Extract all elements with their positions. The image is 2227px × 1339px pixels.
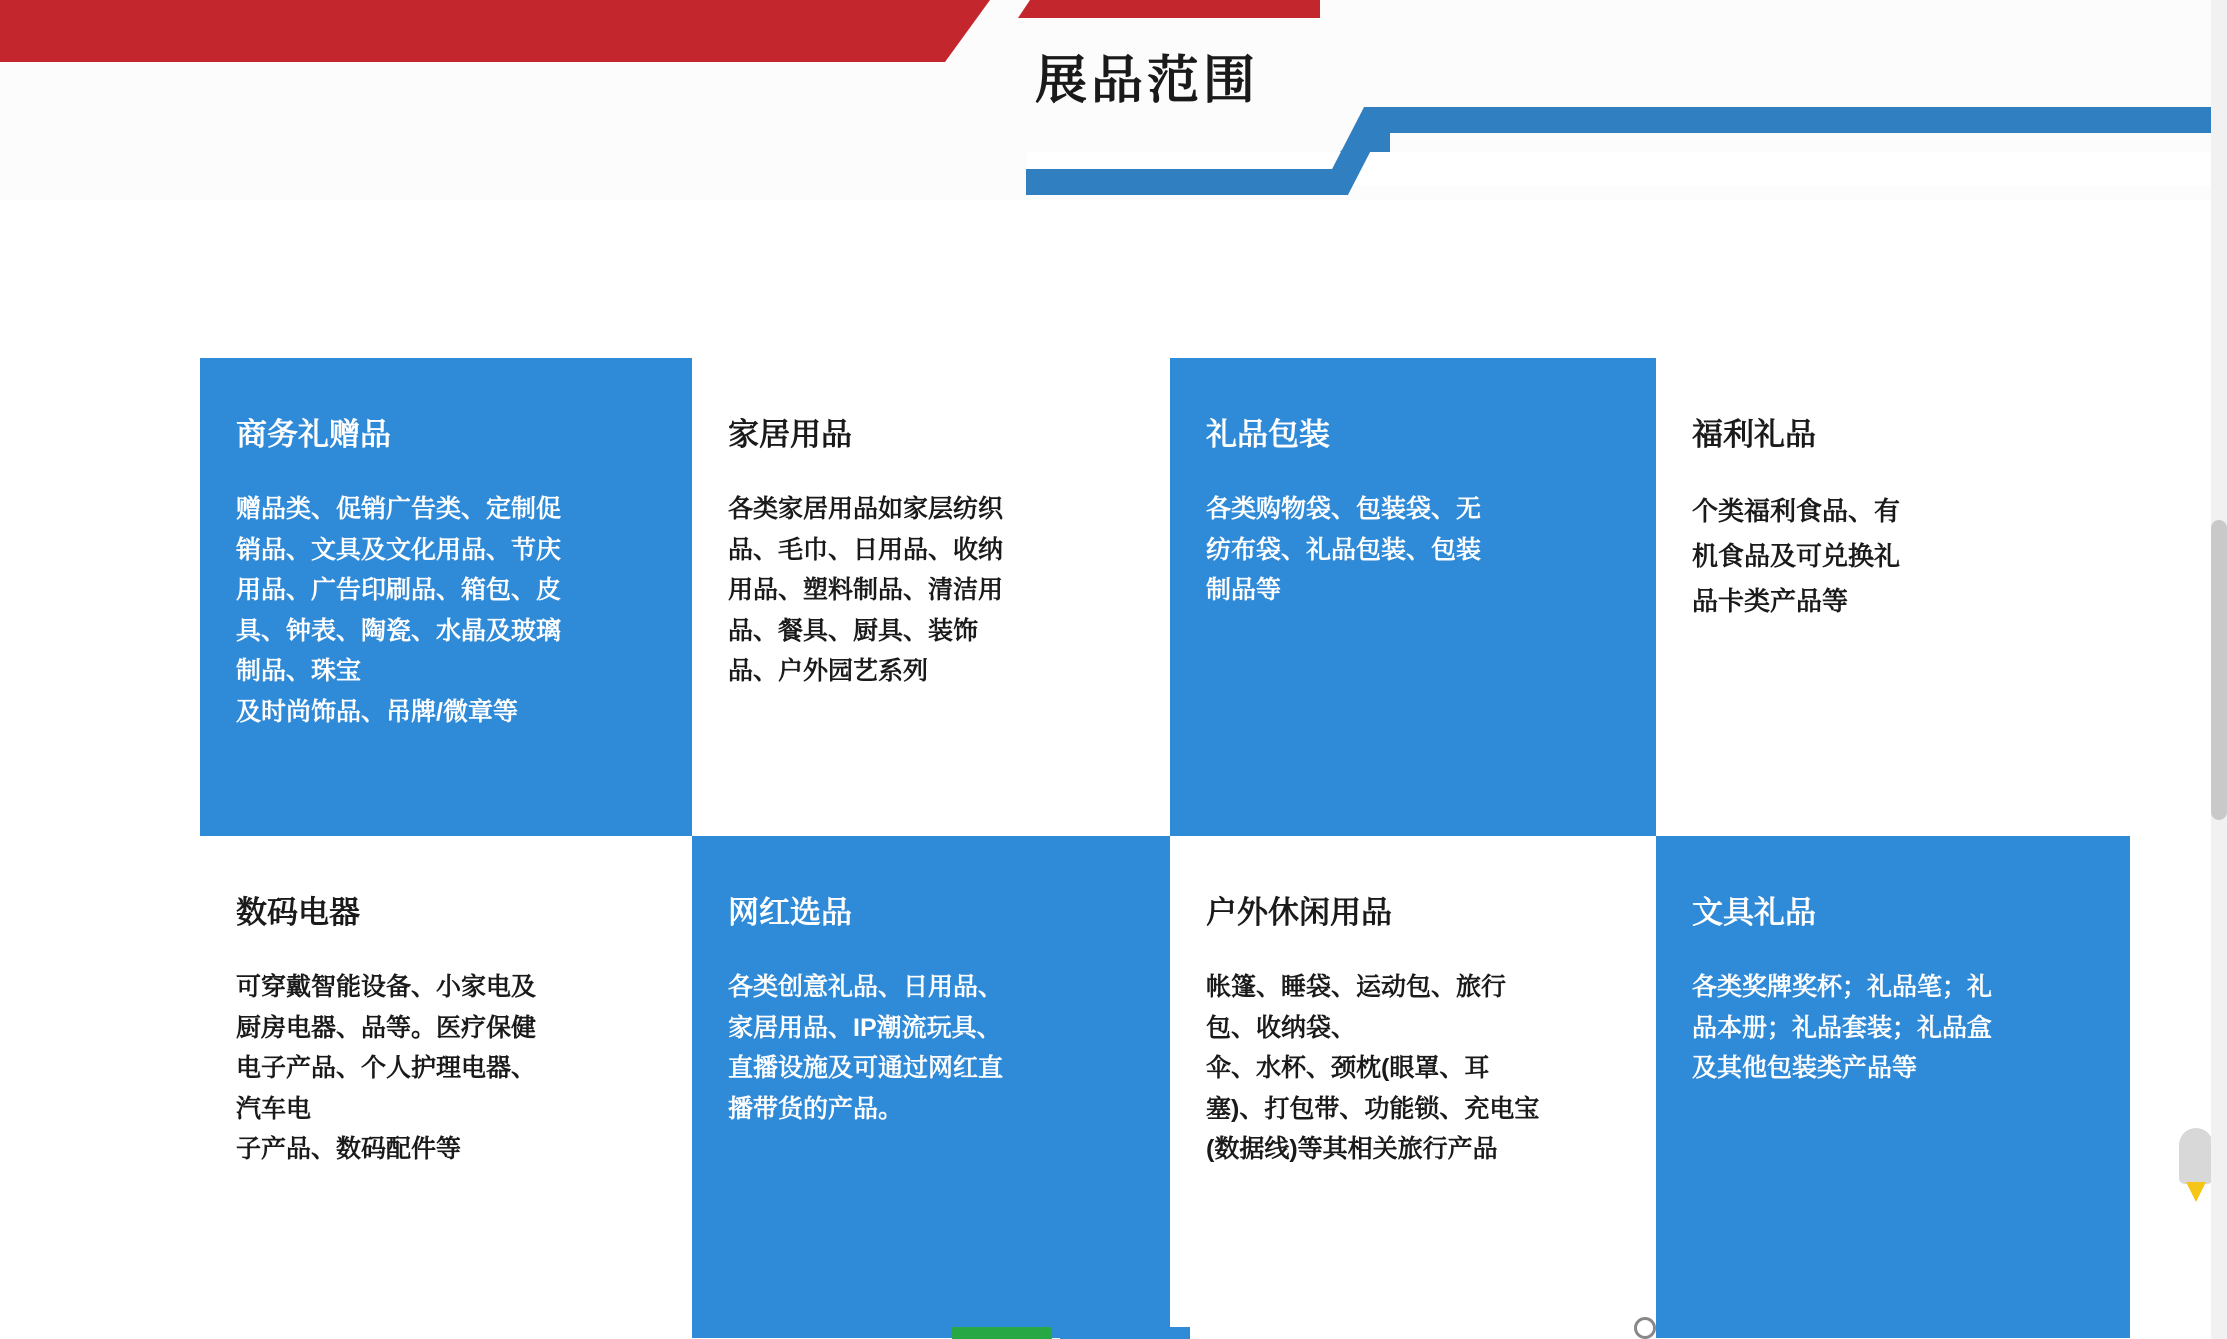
card-line: 纺布袋、礼品包装、包装 <box>1206 535 1482 564</box>
card-description <box>236 967 656 1170</box>
category-card-welfare-gifts[interactable] <box>1656 358 2130 836</box>
card-line: 各类家居用品如家层纺织 <box>728 495 1004 524</box>
category-card-gift-packaging[interactable] <box>1170 358 1656 836</box>
header-banner <box>0 0 2227 200</box>
card-title: 福利礼品 <box>1692 417 1816 452</box>
card-description <box>1692 489 2094 623</box>
category-card-stationery-gifts[interactable] <box>1656 836 2130 1338</box>
card-title: 户外休闲用品 <box>1206 895 1392 930</box>
card-line: 直播设施及可通过网红直 <box>728 1054 1004 1083</box>
card-line: 帐篷、睡袋、运动包、旅行 <box>1206 973 1507 1002</box>
card-line: 子产品、数码配件等 <box>236 1135 462 1164</box>
card-line: 机食品及可兑换礼 <box>1692 540 1901 571</box>
card-line: 各类奖牌奖杯；礼品笔；礼 <box>1692 973 1993 1002</box>
card-line: 汽车电 <box>236 1094 312 1123</box>
card-line: 塞)、打包带、功能锁、充电宝 <box>1206 1094 1540 1123</box>
card-line: 品本册；礼品套装；礼品盒 <box>1692 1013 1993 1042</box>
card-description <box>728 489 1134 692</box>
card-line: 播带货的产品。 <box>728 1094 904 1123</box>
card-line: 各类购物袋、包装袋、无 <box>1206 495 1482 524</box>
rocket-body-shape <box>2179 1128 2213 1184</box>
strip-green-block <box>952 1327 1052 1339</box>
card-line: 各类创意礼品、日用品、 <box>728 973 1004 1002</box>
card-line: 品、餐具、厨具、装饰 <box>728 616 979 645</box>
scrollbar-thumb[interactable] <box>2211 520 2227 820</box>
page-title: 展品范围 <box>1035 52 1260 110</box>
scrollbar-track[interactable] <box>2211 0 2227 1339</box>
card-line: 用品、塑料制品、清洁用 <box>728 576 1004 605</box>
strip-blue-block <box>1060 1327 1190 1339</box>
card-line: 制品、珠宝 <box>236 657 362 686</box>
card-line: 厨房电器、品等。医疗保健 <box>236 1013 537 1042</box>
card-line: 电子产品、个人护理电器、 <box>236 1054 537 1083</box>
card-line: 制品等 <box>1206 576 1282 605</box>
card-title: 数码电器 <box>236 895 360 930</box>
card-line: 销品、文具及文化用品、节庆 <box>236 535 562 564</box>
category-card-digital-appliances[interactable] <box>200 836 692 1338</box>
card-title: 网红选品 <box>728 895 852 930</box>
category-card-influencer-picks[interactable] <box>692 836 1170 1338</box>
card-line: 包、收纳袋、 <box>1206 1013 1357 1042</box>
category-card-business-gifts[interactable] <box>200 358 692 836</box>
card-line: (数据线)等其相关旅行产品 <box>1206 1135 1498 1164</box>
card-line: 品、户外园艺系列 <box>728 657 929 686</box>
card-line: 及时尚饰品、吊牌/微章等 <box>236 697 518 726</box>
card-line: 品、毛巾、日用品、收纳 <box>728 535 1004 564</box>
category-card-outdoor-leisure[interactable] <box>1170 836 1656 1338</box>
card-line: 及其他包装类产品等 <box>1692 1054 1918 1083</box>
card-title: 家居用品 <box>728 417 852 452</box>
card-line: 家居用品、IP潮流玩具、 <box>728 1013 1002 1042</box>
card-line: 赠品类、促销广告类、定制促 <box>236 495 562 524</box>
card-description <box>1206 967 1620 1170</box>
card-description <box>728 967 1134 1129</box>
card-line: 个类福利食品、有 <box>1692 496 1901 527</box>
card-description <box>236 489 656 732</box>
rocket-flame-shape <box>2186 1182 2206 1202</box>
card-description <box>1692 967 2094 1089</box>
card-description <box>1206 489 1620 611</box>
card-line: 可穿戴智能设备、小家电及 <box>236 973 537 1002</box>
card-line: 用品、广告印刷品、箱包、皮 <box>236 576 562 605</box>
card-line: 伞、水杯、颈枕(眼罩、耳 <box>1206 1054 1490 1083</box>
card-title: 礼品包装 <box>1206 417 1330 452</box>
exhibit-scope-grid <box>200 358 2130 1338</box>
card-line: 具、钟表、陶瓷、水晶及玻璃 <box>236 616 562 645</box>
circle-outline-icon <box>1634 1317 1656 1339</box>
category-card-home-supplies[interactable] <box>692 358 1170 836</box>
card-title: 商务礼赠品 <box>236 417 391 452</box>
card-title: 文具礼品 <box>1692 895 1816 930</box>
card-line: 品卡类产品等 <box>1692 585 1849 616</box>
bottom-strip <box>0 1325 2227 1339</box>
